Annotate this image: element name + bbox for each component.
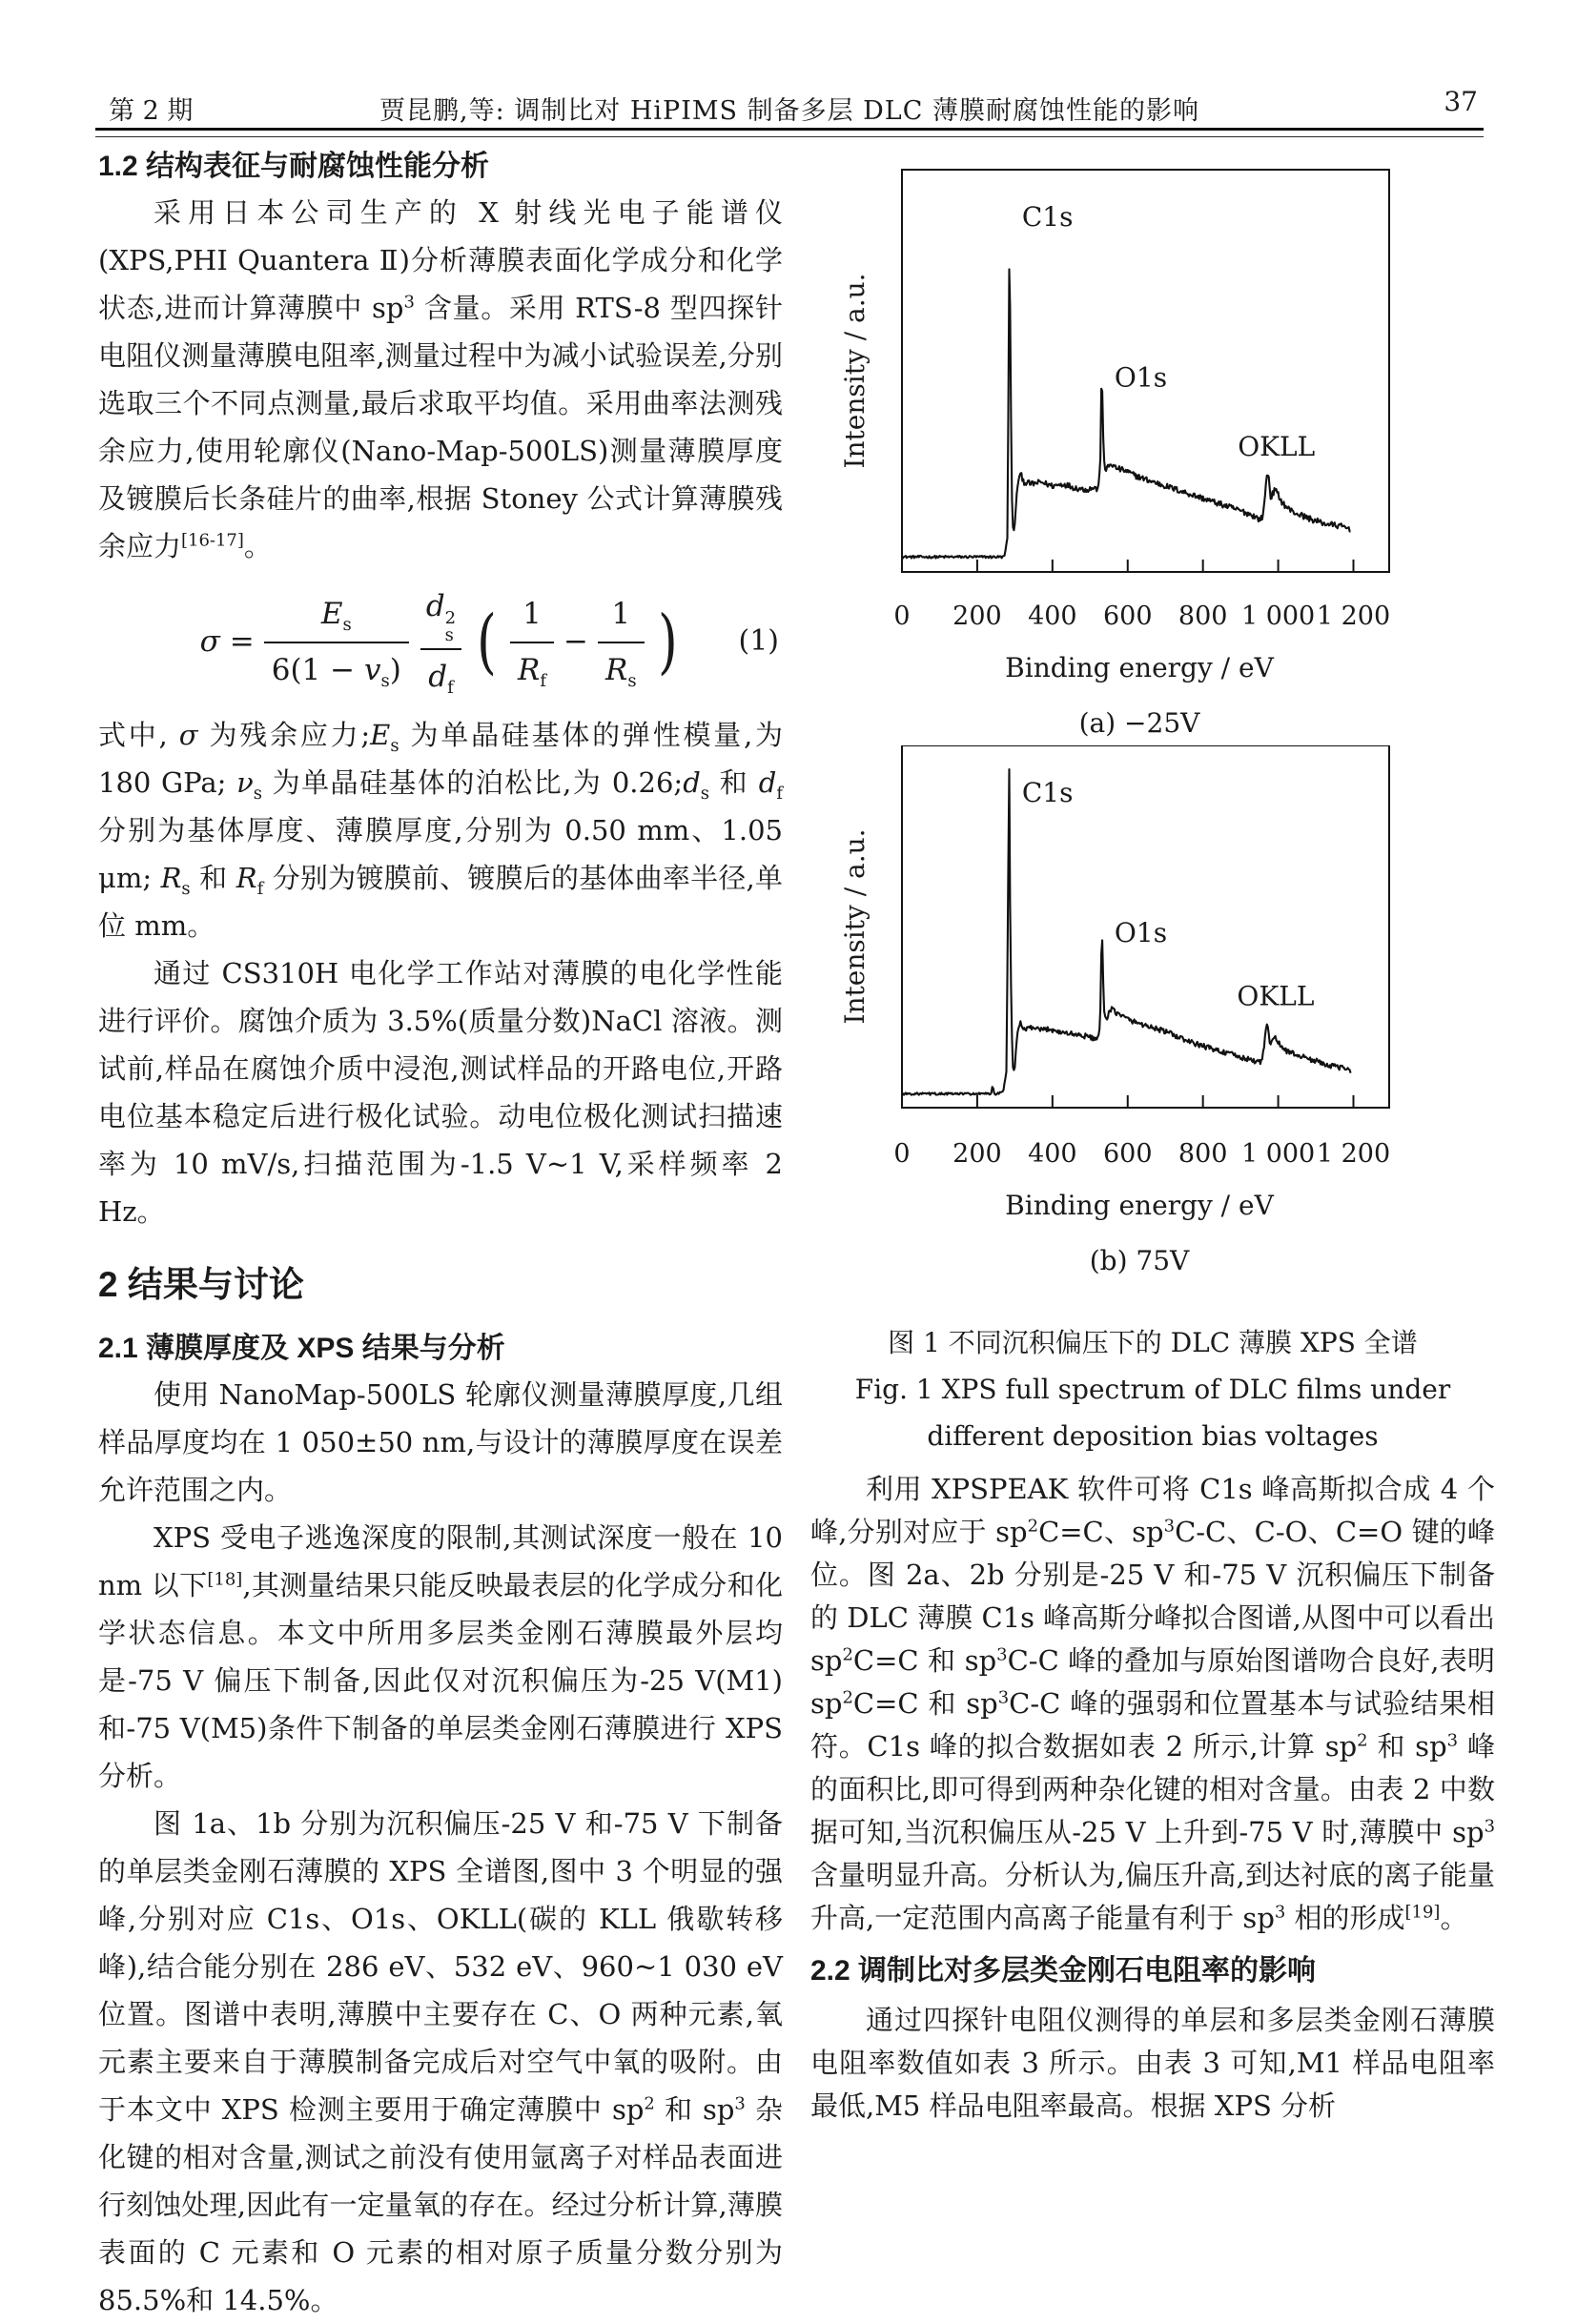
paragraph: 通过 CS310H 电化学工作站对薄膜的电化学性能进行评价。腐蚀介质为 3.5%(质量分数)NaCl 溶液。测试前,样品在腐蚀介质中浸泡,测试样品的开路电位,开路电位基本稳定后进行极化试验。动电位极化测试扫描速率为 10 mV/s,扫描范围为-1.5 V~1 V,采样频率 2 Hz。 bbox=[98, 957, 783, 1228]
x-tick-label: 400 bbox=[1028, 1139, 1077, 1169]
x-tick-label: 200 bbox=[952, 1139, 1002, 1169]
paragraph: XPS 受电子逃逸深度的限制,其测试深度一般在 10 nm 以下[18],其测量结果只能反映最表层的化学成分和化学状态信息。本文中所用多层类金刚石薄膜最外层均是-75 V 偏压下制备,因此仅对沉积偏压为-25 V(M1)和-75 V(M5)条件下制备的单层类金刚石薄膜进行 XPS 分析。 bbox=[98, 1521, 783, 1792]
paragraph: 式中, σ 为残余应力$;E_s$ 为单晶硅基体的弹性模量,为 180 GPa; $\nu_s$ 为单晶硅基体的泊松比,为 $0.26;d_s$ 和 $d_f$ 分别为基体厚度、薄膜厚度,分别为 0.50 mm、1.05 μm; $R_s$ 和 $R_f$ 分别为镀膜前、镀膜后的基体曲率半径,单位 mm。 bbox=[98, 719, 784, 942]
x-axis-label: Binding energy / eV bbox=[1005, 1190, 1274, 1221]
eq-fraction-3: $\frac{1}{R_f}$ bbox=[510, 590, 554, 694]
panel-label: (a) −25V bbox=[1078, 707, 1200, 739]
x-tick-label: 1 200 bbox=[1316, 1139, 1391, 1169]
x-tick-label: 1 000 bbox=[1240, 601, 1316, 631]
figure-1-caption bbox=[810, 1319, 1495, 1459]
eq-fraction-2: d 2 s $d_f$ bbox=[419, 582, 463, 701]
xps-spectrum-svg bbox=[810, 745, 1495, 1317]
xps-chart-b bbox=[810, 745, 1495, 1332]
peak-label-o1s: O1s bbox=[1114, 361, 1168, 394]
paragraph: 采用日本公司生产的 X 射线光电子能谱仪(XPS,PHI Quantera Ⅱ)分析薄膜表面化学成分和化学状态,进而计算薄膜中 $sp^3$ 含量。采用 RTS-8 型四探针电阻仪测量薄膜电阻率,测量过程中为减小试验误差,分别选取三个不同点测量,最后求取平均值。采用曲率法测残余应力,使用轮廓仪(Nano-Map-500LS)测量薄膜厚度及镀膜后长条硅片的曲率,根据 Stoney 公式计算薄膜残余应力[16-17]。 bbox=[98, 196, 783, 562]
section-heading-2: 2 结果与讨论 bbox=[98, 1265, 304, 1304]
peak-label-okll: OKLL bbox=[1238, 431, 1316, 463]
journal-issue: 第 2 期 bbox=[109, 96, 194, 126]
running-title: 贾昆鹏,等: 调制比对 HiPIMS 制备多层 DLC 薄膜耐腐蚀性能的影响 bbox=[379, 96, 1199, 126]
eq-sigma: σ bbox=[199, 624, 220, 659]
x-tick-label: 800 bbox=[1178, 601, 1228, 631]
section-heading-1-2: 1.2 结构表征与耐腐蚀性能分析 bbox=[98, 151, 490, 182]
y-axis-label: Intensity / a.u. bbox=[839, 273, 870, 469]
x-tick-label: 1 000 bbox=[1240, 1139, 1316, 1169]
left-column bbox=[98, 145, 783, 2324]
eq-equals: = bbox=[229, 624, 255, 659]
xps-chart-a bbox=[810, 143, 1495, 777]
xps-spectrum-svg bbox=[810, 143, 1495, 763]
x-axis-label: Binding energy / eV bbox=[1005, 652, 1274, 683]
x-tick-label: 800 bbox=[1178, 1139, 1228, 1169]
x-tick-label: 0 bbox=[893, 1139, 911, 1169]
paragraph: 通过四探针电阻仪测得的单层和多层类金刚石薄膜电阻率数值如表 3 所示。由表 3 可知,M1 样品电阻率最低,M5 样品电阻率最高。根据 XPS 分析 bbox=[810, 2004, 1495, 2122]
equation-number: (1) bbox=[738, 624, 779, 658]
x-tick-label: 400 bbox=[1028, 601, 1077, 631]
peak-label-o1s: O1s bbox=[1114, 917, 1168, 948]
paragraph: 图 1a、1b 分别为沉积偏压-25 V 和-75 V 下制备的单层类金刚石薄膜的 XPS 全谱图,图中 3 个明显的强峰,分别对应 C1s、O1s、OKLL(碳的 KLL 俄歇转移峰),结合能分别在 286 eV、532 eV、960~1 030 eV 位置。图谱中表明,薄膜中主要存在 C、O 两种元素,氧元素主要来自于薄膜制备完成后对空气中氧的吸附。由于本文中 XPS 检测主要用于确定薄膜中 $sp^2$ 和 $sp^3$ 杂化键的相对含量,测试之前没有使用氩离子对样品表面进行刻蚀处理,因此有一定量氧的存在。经过分析计算,薄膜表面的 C 元素和 O 元素的相对原子质量分数分别为 85.5%和 14.5%。 bbox=[98, 1807, 783, 2316]
eq-minus: − bbox=[563, 624, 588, 659]
figure-caption-cn: 图 1 不同沉积偏压下的 DLC 薄膜 XPS 全谱 bbox=[888, 1327, 1418, 1358]
section-heading-2-2: 2.2 调制比对多层类金刚石电阻率的影响 bbox=[810, 1955, 1317, 1987]
x-tick-label: 1 200 bbox=[1316, 601, 1391, 631]
paragraph: 利用 XPSPEAK 软件可将 C1s 峰高斯拟合成 4 个峰,分别对应于 $sp^2C=C$、$sp^3C-C$、C-O、C=O 键的峰位。图 2a、2b 分别是-25 V 和-75 V 沉积偏压下制备的 DLC 薄膜 C1s 峰高斯分峰拟合图谱,从图中可以看出 $sp^2C=C$ 和 $sp^3C-C$ 峰的叠加与原始图谱吻合良好,表明 $sp^2C=C$ 和 $sp^3C-C$ 峰的强弱和位置基本与试验结果相符。C1s 峰的拟合数据如表 2 所示,计算 $sp^2$ 和 $sp^3$ 峰的面积比,即可得到两种杂化键的相对含量。由表 2 中数据可知,当沉积偏压从-25 V 上升到-75 V 时,薄膜中 $sp^3$ 含量明显升高。分析认为,偏压升高,到达衬底的离子能量升高,一定范围内高离子能量有利于 $sp^3$ 相的形成[19]。 bbox=[810, 1473, 1496, 1934]
right-column bbox=[810, 0, 1495, 2230]
equation-1 bbox=[98, 585, 783, 698]
page-number: 37 bbox=[1444, 86, 1478, 117]
section-heading-2-1: 2.1 薄膜厚度及 XPS 结果与分析 bbox=[98, 1333, 505, 1364]
x-tick-label: 600 bbox=[1102, 601, 1153, 631]
peak-label-okll: OKLL bbox=[1237, 980, 1315, 1012]
x-tick-label: 200 bbox=[952, 601, 1002, 631]
eq-fraction-4: $\frac{1}{R_s}$ bbox=[598, 590, 645, 694]
paragraph: 使用 NanoMap-500LS 轮廓仪测量薄膜厚度,几组样品厚度均在 1 050±50 nm,与设计的薄膜厚度在误差允许范围之内。 bbox=[98, 1378, 783, 1506]
right-column-text bbox=[810, 1468, 1495, 2128]
y-axis-label: Intensity / a.u. bbox=[839, 828, 870, 1025]
panel-label: (b) 75V bbox=[1089, 1245, 1190, 1276]
figure-caption-en-line2: different deposition bias voltages bbox=[927, 1420, 1379, 1452]
equation-body: σ = $\frac{E_s}{6(1 - v_s)}$ d 2 s $d_f$ ( $\frac{1}{R_f}$ − $\frac{1}{R_s}$ ) bbox=[200, 582, 682, 701]
peak-label-c1s: C1s bbox=[1021, 201, 1074, 233]
x-tick-label: 0 bbox=[893, 601, 911, 631]
figure-caption-en-line1: Fig. 1 XPS full spectrum of DLC films under bbox=[854, 1374, 1451, 1405]
eq-fraction-1: $\frac{E_s}{6(1 - v_s)}$ bbox=[264, 590, 409, 694]
x-tick-label: 600 bbox=[1102, 1139, 1153, 1169]
peak-label-c1s: C1s bbox=[1021, 777, 1074, 808]
